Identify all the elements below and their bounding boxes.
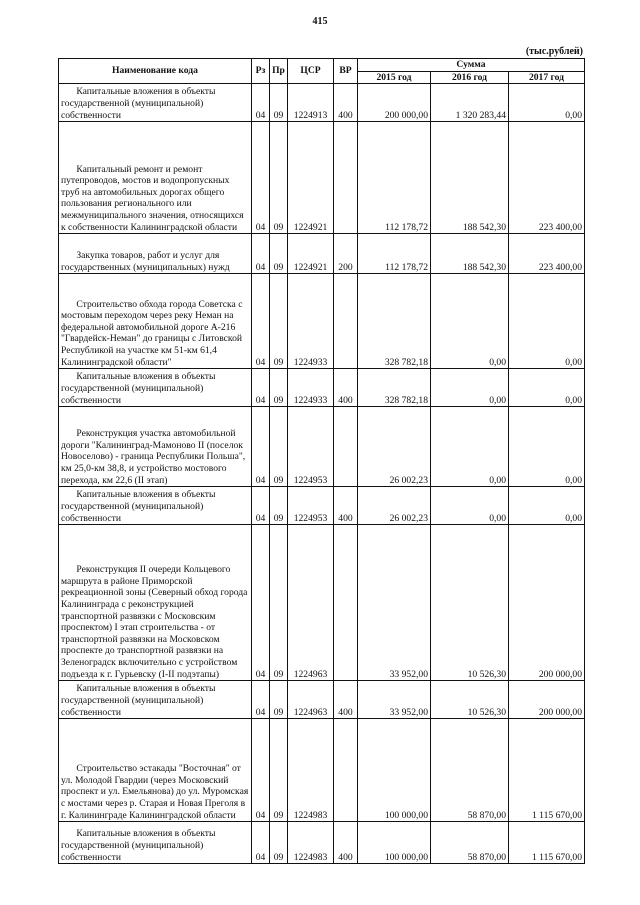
row-pr: 09 [270,822,288,864]
row-vr: 400 [334,369,358,407]
row-name-text: Реконструкция участка автомобильной дороги "Калининград-Мамоново II (поселок Новоселово) - граница Республики Польша", км 25,0-км 38,8, и устройство мостового перехода, км 22,6 (II этап) [61,428,246,486]
row-vr [334,274,358,369]
table-row [59,369,585,407]
row-2015: 26 002,23 [358,487,431,525]
row-vr: 400 [334,681,358,719]
row-name [59,525,252,681]
table-row [59,487,585,525]
table-row [59,84,585,122]
row-2015: 328 782,18 [358,274,431,369]
row-2017: 1 115 670,00 [509,822,585,864]
row-2016: 10 526,30 [431,681,509,719]
row-2017: 223 400,00 [509,122,585,234]
row-2015: 100 000,00 [358,719,431,822]
row-csr: 1224933 [288,369,334,407]
row-2017: 0,00 [509,369,585,407]
row-name [59,274,252,369]
row-csr: 1224921 [288,122,334,234]
row-2015: 112 178,72 [358,122,431,234]
row-pr: 09 [270,719,288,822]
row-2015: 112 178,72 [358,234,431,274]
row-2015: 200 000,00 [358,84,431,122]
row-pr: 09 [270,274,288,369]
row-csr: 1224953 [288,487,334,525]
row-csr: 1224963 [288,525,334,681]
row-rz: 04 [252,234,270,274]
row-csr: 1224983 [288,719,334,822]
row-2015: 33 952,00 [358,681,431,719]
row-pr: 09 [270,681,288,719]
row-name-text: Закупка товаров, работ и услуг для государственных (муниципальных) нужд [61,250,230,273]
row-2016: 10 526,30 [431,525,509,681]
row-2017: 0,00 [509,407,585,487]
row-csr: 1224921 [288,234,334,274]
header-pr: Пр [270,59,288,84]
row-name [59,122,252,234]
row-csr: 1224933 [288,274,334,369]
row-2017: 0,00 [509,84,585,122]
units-label: (тыс.рублей) [525,46,583,57]
row-name-text: Строительство обхода города Советска с мостовым переходом через реку Неман на федеральной автомобильной дороге А-216 "Гвардейск-Неман" до границы с Литовской Республикой на участке км 51-км 61,4 Калининградской области" [61,298,243,368]
row-rz: 04 [252,822,270,864]
row-name [59,369,252,407]
header-vr: ВР [334,59,358,84]
row-name-text: Строительство эстакады "Восточная" от ул. Молодой Гвардии (через Московский проспект и ул. Емельянова) до ул. Муромская с мостами через р. Старая и Новая Преголя в г. Калининграде Калининградской области [61,763,249,821]
row-rz: 04 [252,407,270,487]
table-row [59,822,585,864]
row-csr: 1224913 [288,84,334,122]
row-vr: 400 [334,822,358,864]
table-row [59,234,585,274]
row-name-text: Капитальные вложения в объекты государственной (муниципальной) собственности [61,489,216,524]
table-row [59,122,585,234]
row-pr: 09 [270,487,288,525]
row-vr [334,719,358,822]
header-2015: 2015 год [358,71,431,84]
row-csr: 1224963 [288,681,334,719]
row-2015: 100 000,00 [358,822,431,864]
row-vr: 400 [334,84,358,122]
row-csr: 1224983 [288,822,334,864]
row-name [59,822,252,864]
row-name-text: Капитальные вложения в объекты государственной (муниципальной) собственности [61,828,216,863]
row-2016: 0,00 [431,487,509,525]
row-2016: 1 320 283,44 [431,84,509,122]
row-pr: 09 [270,369,288,407]
row-pr: 09 [270,84,288,122]
budget-table [58,58,585,864]
row-rz: 04 [252,369,270,407]
row-pr: 09 [270,122,288,234]
row-rz: 04 [252,84,270,122]
row-csr: 1224953 [288,407,334,487]
row-2016: 0,00 [431,274,509,369]
row-name-text: Реконструкция II очереди Кольцевого маршрута в районе Приморской рекреационной зоны (Северный обход города Калининграда с реконструкцией транспортной развязки с Московским проспектом) I этап строительства - от транспортной развязки на Московском проспекте до транспортной развязки на Зеленоградск включительно с устройством подъезда к г. Гурьевску (I-II подэтапы) [61,564,248,680]
row-name [59,407,252,487]
table-row [59,525,585,681]
row-rz: 04 [252,525,270,681]
row-2015: 26 002,23 [358,407,431,487]
row-name [59,681,252,719]
row-rz: 04 [252,122,270,234]
row-vr [334,407,358,487]
row-rz: 04 [252,487,270,525]
row-rz: 04 [252,719,270,822]
row-2015: 328 782,18 [358,369,431,407]
row-2016: 188 542,30 [431,234,509,274]
row-vr [334,122,358,234]
header-2016: 2016 год [431,71,509,84]
table-row [59,274,585,369]
table-row [59,719,585,822]
row-rz: 04 [252,274,270,369]
row-2017: 1 115 670,00 [509,719,585,822]
row-name-text: Капитальные вложения в объекты государственной (муниципальной) собственности [61,683,216,718]
row-2016: 0,00 [431,369,509,407]
row-name [59,487,252,525]
row-2016: 58 870,00 [431,719,509,822]
row-2017: 223 400,00 [509,234,585,274]
row-2017: 0,00 [509,274,585,369]
row-pr: 09 [270,407,288,487]
row-name-text: Капитальные вложения в объекты государственной (муниципальной) собственности [61,86,216,121]
row-pr: 09 [270,525,288,681]
row-rz: 04 [252,681,270,719]
header-name: Наименование кода [59,59,252,84]
table-row [59,681,585,719]
row-2016: 188 542,30 [431,122,509,234]
table-row [59,407,585,487]
row-pr: 09 [270,234,288,274]
header-sum: Сумма [358,59,585,72]
row-name [59,719,252,822]
row-2016: 0,00 [431,407,509,487]
row-name [59,84,252,122]
header-csr: ЦСР [288,59,334,84]
header-2017: 2017 год [509,71,585,84]
row-2015: 33 952,00 [358,525,431,681]
page-number: 415 [312,16,328,27]
row-vr: 400 [334,487,358,525]
row-2017: 200 000,00 [509,681,585,719]
row-name-text: Капитальный ремонт и ремонт путепроводов, мостов и водопропускных труб на автомобильных дорогах общего пользования регионального или межмуниципального значения, относящихся к собственности Калининградской области [61,163,244,233]
row-name-text: Капитальные вложения в объекты государственной (муниципальной) собственности [61,371,216,406]
header-rz: Рз [252,59,270,84]
row-2016: 58 870,00 [431,822,509,864]
row-vr: 200 [334,234,358,274]
row-name [59,234,252,274]
row-vr [334,525,358,681]
row-2017: 0,00 [509,487,585,525]
row-2017: 200 000,00 [509,525,585,681]
